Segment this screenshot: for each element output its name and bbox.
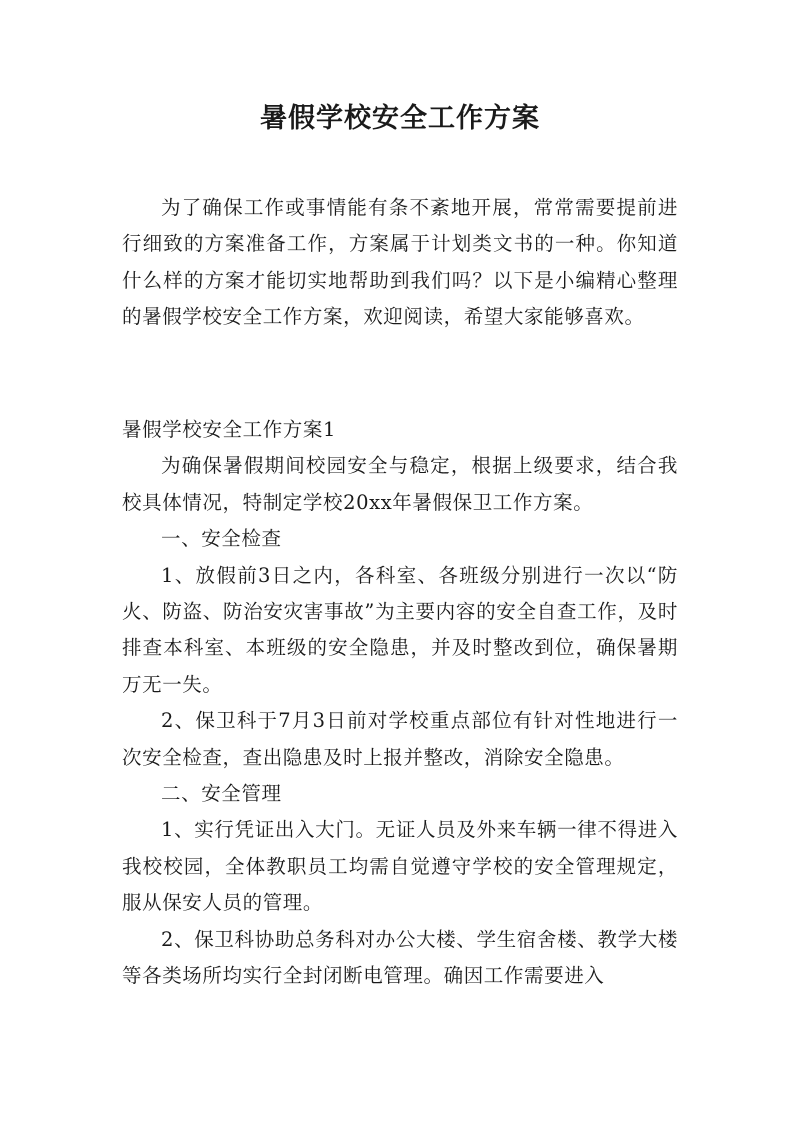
paragraph: 1、实行凭证出入大门。无证人员及外来车辆一律不得进入我校校园，全体教职员工均需自觉遵守学校的安全管理规定，服从保安人员的管理。 bbox=[122, 818, 678, 915]
paragraph: 2、保卫科于7月3日前对学校重点部位有针对性地进行一次安全检查，查出隐患及时上报并整改，消除安全隐患。 bbox=[122, 709, 678, 769]
main-section bbox=[122, 412, 678, 995]
subheading-safety-management: 二、安全管理 bbox=[161, 782, 282, 806]
paragraph: 2、保卫科协助总务科对办公大楼、学生宿舍楼、教学大楼等各类场所均实行全封闭断电管理。确因工作需要进入 bbox=[122, 927, 678, 988]
paragraph: 为确保暑假期间校园安全与稳定，根据上级要求，结合我校具体情况，特制定学校20xx年暑假保卫工作方案。 bbox=[122, 454, 678, 514]
subheading-safety-inspection: 一、安全检查 bbox=[161, 527, 282, 551]
document-title: 暑假学校安全工作方案 bbox=[260, 103, 540, 134]
paragraph: 1、放假前3日之内，各科室、各班级分别进行一次以“防火、防盗、防治安灾害事故”为主要内容的安全自查工作，及时排查本科室、本班级的安全隐患，并及时整改到位，确保暑期万无一失。 bbox=[122, 563, 678, 696]
intro-section bbox=[122, 190, 678, 336]
intro-paragraph: 为了确保工作或事情能有条不紊地开展，常常需要提前进行细致的方案准备工作，方案属于计划类文书的一种。你知道什么样的方案才能切实地帮助到我们吗？以下是小编精心整理的暑假学校安全工作方案，欢迎阅读，希望大家能够喜欢。 bbox=[122, 196, 678, 329]
section-heading: 暑假学校安全工作方案1 bbox=[122, 418, 337, 441]
